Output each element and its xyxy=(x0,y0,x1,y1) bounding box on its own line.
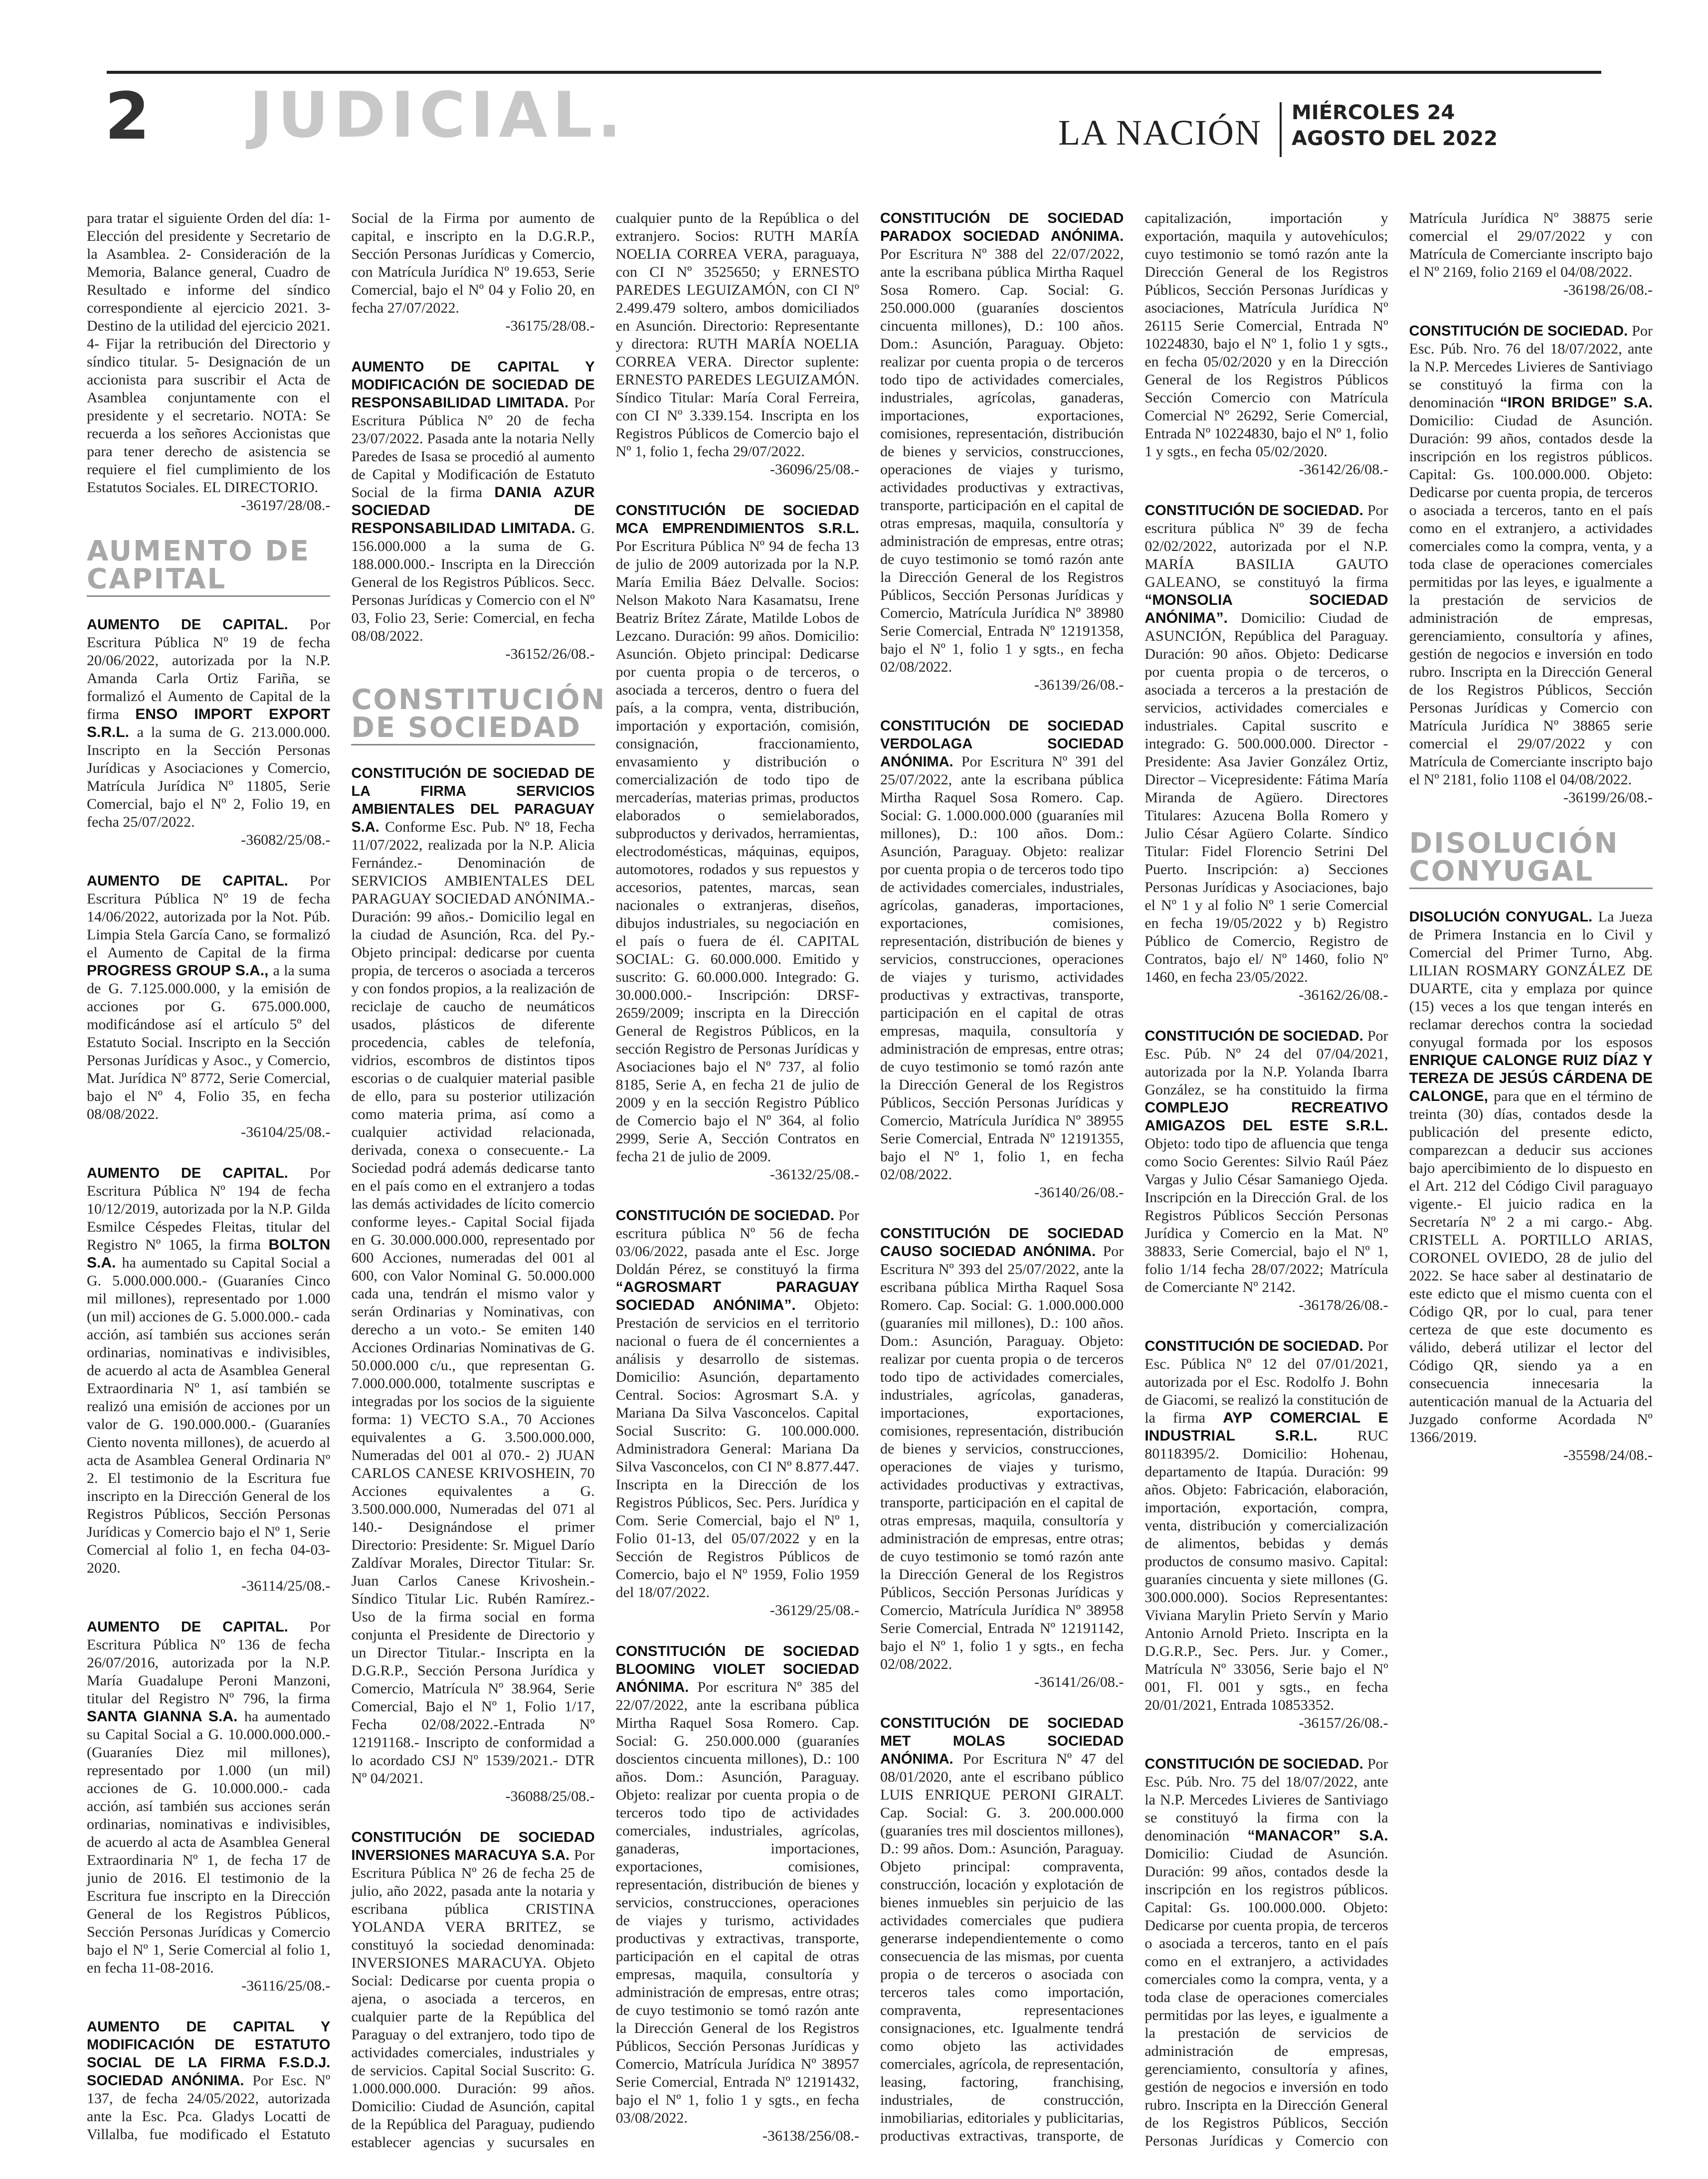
notice xyxy=(87,872,330,1141)
firm-name: PROGRESS GROUP S.A., xyxy=(87,962,273,979)
page-number: 2 xyxy=(105,78,150,154)
notice-title: CONSTITUCIÓN DE SOCIEDAD INVERSIONES MARACUYA S.A. xyxy=(351,1829,595,1863)
notice-code: -36132/25/08.- xyxy=(769,1166,859,1183)
firm-name: COMPLEJO RECREATIVO AMIGAZOS DEL ESTE S.R.L. xyxy=(1144,1099,1388,1134)
notice-title: CONSTITUCIÓN DE SOCIEDAD. xyxy=(1144,1028,1367,1044)
notice-code: -36178/26/08.- xyxy=(1299,1297,1388,1313)
notice xyxy=(351,764,594,1806)
notice xyxy=(87,1618,330,1995)
notice-title: AUMENTO DE CAPITAL Y MODIFICACIÓN DE ESTATUTO SOCIAL DE LA FIRMA F.S.D.J. SOCIEDAD ANÓNIMA. xyxy=(87,2019,331,2089)
notice-body: Por escritura pública Nº 56 de fecha 03/06/2022, pasada ante el Esc. Jorge Doldán Pérez, se constituyó la firma xyxy=(615,1207,859,1277)
notice-title: CONSTITUCIÓN DE SOCIEDAD. xyxy=(1144,503,1367,519)
notice xyxy=(1144,1337,1388,1732)
notice-code: -36116/25/08.- xyxy=(241,1978,331,1994)
classifieds-columns xyxy=(87,209,1653,2154)
notice-title: CONSTITUCIÓN DE SOCIEDAD VERDOLAGA SOCIEDAD ANÓNIMA. xyxy=(880,718,1124,770)
notice xyxy=(880,209,1124,694)
notice-body: Por escritura pública Nº 39 de fecha 02/02/2022, autorizada por el N.P. MARÍA BASILIA GAUTO GALEANO, se constituyó la firma xyxy=(1144,502,1388,590)
notice-body-cont: Domicilio: Ciudad de Asunción. Duración: 99 años, contados desde la inscripción en los registros públicos. Capital: Gs. 100.000.000. Objeto: Dedicarse por cuenta propia, de terceros o asociada a terceros, tanto en el país como en el extranjero, a actividades comerciales como la compra, venta, y a toda clase de operaciones comerciales permitidas por las leyes, e igualmente a la prestación de servicios de administración de empresas, gerenciamiento, consultoría y afines, gestión de negocios e inversión en todo rubro. Inscripta en la Dirección General de los Registros Públicos, Sección Personas Jurídicas y Comercio con Matrícula Jurídica Nº 38875 serie comercial el 29/07/2022 y con Matrícula de Comerciante inscripto bajo el Nº 2169, folio 2169 el 04/08/2022. xyxy=(1144,210,1653,2149)
notice-title: AUMENTO DE CAPITAL. xyxy=(87,873,310,889)
notice-code: -36152/26/08.- xyxy=(505,646,595,662)
firm-name: “IRON BRIDGE” S.A. xyxy=(1500,394,1653,411)
notice-body-cont: RUC 80118395/2. Domicilio: Hohenau, departamento de Itapúa. Duración: 99 años. Objeto: Fabricación, elaboración, importación, exportación, compra, venta, distribución y comercialización de alimentos, bebidas y demás productos de consumo masivo. Capital: guaraníes cincuenta y siete millones (G. 300.000.000). Socios Representantes: Viviana Marylin Prieto Servín y Mario Antonio Arnold Prieto. Inscripta en la D.G.R.P., Sec. Pers. Jur. y Comer., Matrícula Nº 33056, Serie bajo el Nº 001, Fl. 001 y sgts., en fecha 20/01/2021, Entrada 10853352. xyxy=(1144,1428,1388,1713)
issue-date-line1: MIÉRCOLES 24 xyxy=(1292,101,1455,124)
section-heading-constitucion: CONSTITUCIÓN DE SOCIEDAD xyxy=(351,686,594,745)
notice-code: -36139/26/08.- xyxy=(1034,677,1124,693)
notice-body: Por Esc. Nº 137, de fecha 24/05/2022, autorizada ante la Esc. Pca. Gladys Locatti de Villalba, fue modificado el Estatuto Social de la Firma por aumento de capital, e inscripto en la D.G.R.P., Sección Personas Jurídicas y Comercio, con Matrícula Jurídica Nº 19.653, Serie Comercial, bajo el Nº 04 y Folio 20, en fecha 27/07/2022. xyxy=(87,210,595,2143)
notice-body: Por Escritura Nº 47 del 08/01/2020, ante el escribano público LUIS ENRIQUE PERONI GIRALT. Cap. Social: G. 3. 200.000.000 (guaraníes tres mil doscientos millones), D.: 99 años. Dom.: Asunción, Paraguay. Objeto principal: compraventa, construcción, locación y explotación de bienes inmuebles sin perjuicio de las actividades comerciales que pudiera generarse independientemente o como consecuencia de las mismas, por cuenta propia o de terceros o asociada con terceros tales como importación, compraventa, representaciones consignaciones, etc. Igualmente tendrá como objeto las actividades comerciales, agrícola, de representación, leasing, factoring, franchising, industriales, de construcción, inmobiliarias, editoriales y publicitarias, productivas extractivas, transporte, de capitalización, importación y exportación, maquila y autovehículos; cuyo testimonio se tomó razón ante la Dirección General de los Registros Públicos, Sección Personas Jurídicas y asociaciones, Matrícula Jurídica Nº 26115 Serie Comercial, Entrada Nº 10224830, bajo el Nº 1, folio 1 y sgts., en fecha 05/02/2020 y en la Dirección General de los Registros Públicos Sección Comercio con Matrícula Comercial Nº 26292, Serie Comercial, Entrada Nº 10224830, bajo el Nº 1, folio 1 y sgts., en fecha 05/02/2020. xyxy=(880,210,1388,2144)
notice-code: -36096/25/08.- xyxy=(769,461,859,478)
notice-title: AUMENTO DE CAPITAL Y MODIFICACIÓN DE SOCIEDAD DE RESPONSABILIDAD LIMITADA. xyxy=(351,359,595,411)
notice-body-cont: a la suma de G. 7.125.000.000, y la emisión de acciones por G. 675.000.000, modificándose así el artículo 5º del Estatuto Social. Inscripto en la Sección Personas Jurídicas y Asoc., y Comercio, Mat. Jurídica Nº 8772, Serie Comercial, bajo el Nº 4, Folio 35, en fecha 08/08/2022. xyxy=(87,962,331,1122)
notice-body-cont: Objeto: Prestación de servicios en el territorio nacional o fuera de él concernientes a análisis y desarrollo de sistemas. Domicilio: Asunción, departamento Central. Socios: Agrosmart S.A. y Mariana Da Silva Vasconcelos. Capital Social Suscrito: G. 100.000.000. Administradora General: Mariana Da Silva Vasconcelos, con CI Nº 8.877.447. Inscripta en la Dirección de los Registros Públicos, Sec. Pers. Jurídica y Com. Serie Comercial, bajo el Nº 1, Folio 01-13, del 05/07/2022 y en la Sección de Registros Públicos de Comercio, bajo el Nº 1959, Folio 1959 del 18/07/2022. xyxy=(615,1297,859,1601)
notice-body: Por Escritura Pública Nº 94 de fecha 13 de julio de 2009 autorizada por la N.P. María Emilia Báez Delvalle. Socios: Nelson Makoto Nara Kasamatsu, Irene Beatriz Brítez Zárate, Matilde Lobos de Lezcano. Duración: 99 años. Domicilio: Asunción. Objeto principal: Dedicarse por cuenta propia o de terceros, o asociada a terceros, dentro o fuera del país, a la compra, venta, distribución, importación y exportación, comisión, consignación, fraccionamiento, envasamiento y distribución o comercialización de todo tipo de mercaderías, materias primas, productos elaborados o semielaborados, subproductos y derivados, herramientas, electrodomésticas, máquinas, equipos, automotores, rodados y sus repuestos y accesorios, patentes, marcas, sean nacionales o extranjeras, diseños, dibujos industriales, su negociación en el país o fuera de él. CAPITAL SOCIAL: G. 60.000.000. Emitido y suscrito: G. 60.000.000. Integrado: G. 30.000.000.- Inscripción: DRSF-2659/2009; inscripta en la Dirección General de Registros Públicos, en la sección Registro de Personas Jurídicas y Asociaciones bajo el Nº 737, al folio 8185, Serie A, en fecha 21 de julio de 2009 y en la sección Registro Público de Comercio bajo el Nº 364, al folio 2999, Serie A, Sección Contratos en fecha 21 de julio de 2009. xyxy=(615,538,859,1165)
notice-body: Por Esc. Púb. Nº 24 del 07/04/2021, autorizada por la N.P. Yolanda Ibarra González, se ha constituido la firma xyxy=(1144,1028,1388,1098)
notice-body: La Jueza de Primera Instancia en lo Civil y Comercial del Primer Turno, Abg. LILIAN ROSMARY GONZÁLEZ DE DUARTE, cita y emplaza por quince (15) veces a los que tengan interés en reclamar derechos contra la sociedad conyugal formada por los esposos xyxy=(1409,908,1653,1051)
notice-code: -36082/25/08.- xyxy=(241,832,331,848)
notice xyxy=(1144,1027,1388,1314)
notice-title: CONSTITUCIÓN DE SOCIEDAD. xyxy=(615,1208,839,1224)
notice-code: -36198/26/08.- xyxy=(1563,282,1653,298)
notice-title: CONSTITUCIÓN DE SOCIEDAD BLOOMING VIOLET SOCIEDAD ANÓNIMA. xyxy=(615,1643,859,1695)
notice-code: -36142/26/08.- xyxy=(1299,461,1388,478)
notice-code: -36129/25/08.- xyxy=(769,1602,859,1619)
notice-code: -36141/26/08.- xyxy=(1034,1674,1124,1690)
notice-title: AUMENTO DE CAPITAL. xyxy=(87,1165,310,1181)
issue-date-line2: AGOSTO DEL 2022 xyxy=(1292,127,1498,150)
notice-title: CONSTITUCIÓN DE SOCIEDAD. xyxy=(1144,1338,1367,1354)
notice-title: CONSTITUCIÓN DE SOCIEDAD. xyxy=(1409,323,1632,339)
notice-title: CONSTITUCIÓN DE SOCIEDAD. xyxy=(1144,1756,1367,1772)
notice-code: -36199/26/08.- xyxy=(1563,789,1653,806)
notice-title: DISOLUCIÓN CONYUGAL. xyxy=(1409,909,1598,925)
notice-code: -36162/26/08.- xyxy=(1299,987,1388,1003)
notice-code: -36197/28/08.- xyxy=(241,497,331,514)
firm-name: BOLTON S.A. xyxy=(87,1237,331,1271)
notice-body-cont: Objeto: todo tipo de afluencia que tenga como Socio Gerentes: Silvio Raúl Páez Vargas y Julio César Samaniego Ojeda. Inscripción en la Dirección Gral. de los Registros Públicos Sección Personas Jurídica y Comercio en la Mat. Nº 38833, Serie Comercial, bajo el Nº 1, folio 1/14 fecha 28/07/2022; Matrícula de Comerciante Nº 2142. xyxy=(1144,1135,1388,1295)
notice-body: Por Escritura Nº 388 del 22/07/2022, ante la escribana pública Mirtha Raquel Sosa Romero. Cap. Social: G. 250.000.000 (guaraníes doscientos cincuenta millones), D.: 100 años. Dom.: Asunción, Paraguay. Objeto: realizar por cuenta propia o de terceros todo tipo de actividades comerciales, industriales, agrícolas, ganaderas, importaciones, exportaciones, comisiones, representación, distribución de bienes y servicios, construcciones, operaciones de viajes y turismo, actividades productivas y extractivas, transporte, participación en el capital de otras empresas, maquila, consultoría y administración de empresas, entre otras; de cuyo testimonio se tomó razón ante la Dirección General de los Registros Públicos, Sección Personas Jurídicas y Comercio, Matrícula Jurídica Nº 38980 Serie Comercial, Entrada Nº 12191358, bajo el Nº 1, folio 1 y sgts., en fecha 02/08/2022. xyxy=(880,246,1124,675)
notice xyxy=(1409,322,1653,807)
notice-code: -36088/25/08.- xyxy=(505,1788,595,1805)
firm-name: “AGROSMART PARAGUAY SOCIEDAD ANÓNIMA”. xyxy=(615,1279,859,1313)
notice-title: AUMENTO DE CAPITAL. xyxy=(87,1619,310,1635)
notice-title: CONSTITUCIÓN DE SOCIEDAD CAUSO SOCIEDAD ANÓNIMA. xyxy=(880,1226,1124,1260)
section-heading-disolucion: DISOLUCIÓN CONYUGAL xyxy=(1409,830,1653,889)
notice-code: -35598/24/08.- xyxy=(1563,1447,1653,1463)
notice-body: Por Escritura Nº 391 del 25/07/2022, ante la escribana pública Mirtha Raquel Sosa Romero. Cap. Social: G. 1.000.000.000 (guaraníes mil millones), D.: 100 años. Dom.: Asunción, Paraguay. Objeto: realizar por cuenta propia o de terceros todo tipo de actividades comerciales, industriales, agrícolas, ganaderas, importaciones, exportaciones, comisiones, representación, distribución de bienes y servicios, construcciones, operaciones de viajes y turismo, actividades productivas y extractivas, transporte, participación en el capital de otras empresas, maquila, consultoría y administración de empresas, entre otras; de cuyo testimonio se tomó razón ante la Dirección General de los Registros Públicos, Sección Personas Jurídicas y Comercio, Matrícula Jurídica Nº 38955 Serie Comercial, Entrada Nº 12191355, bajo el Nº 1, folio 1, en fecha 02/08/2022. xyxy=(880,753,1124,1183)
notice-body: Por Escritura Pública Nº 194 de fecha 10/12/2019, autorizada por la N.P. Gilda Esmilce Céspedes Fleitas, titular del Registro Nº 1065, la firma xyxy=(87,1165,331,1253)
notice xyxy=(616,502,859,1184)
notice-body: Conforme Esc. Pub. Nº 18, Fecha 11/07/2022, realizada por la N.P. Alicia Fernández.- Denominación de SERVICIOS AMBIENTALES DEL PARAGUAY SOCIEDAD ANÓNIMA.- Duración: 99 años.- Domicilio legal en la ciudad de Asunción, Rca. del Py.- Objeto principal: dedicarse por cuenta propia, de terceros o asociada a terceros y con fondos propios, a la realización de reciclaje de caucho de neumáticos usados, plásticos de diferente procedencia, cables de telefonía, vidrios, escombros de distintos tipos escorias o de cualquier material pasible de ello, para su posterior utilización como materia prima, así como a cualquier actividad relacionada, derivada, conexa o consecuente.- La Sociedad podrá además dedicarse tanto en el país como en el extranjero a todas las demás actividades de lícito comercio conforme leyes.- Capital Social fijada en G. 30.000.000.000, representado por 600 Acciones, numeradas del 001 al 600, con Valor Nominal G. 50.000.000 cada una, tendrán el mismo valor y serán Ordinarias y Nominativas, con derecho a un voto.- Se emiten 140 Acciones Ordinarias Nominativas de G. 50.000.000 c/u., que representan G. 7.000.000.000, totalmente suscriptas e integradas por los socios de la siguiente forma: 1) VECTO S.A., 70 Acciones equivalentes a G. 3.500.000.000, Numeradas del 001 al 070.- 2) JUAN CARLOS CANESE KRIVOSHEIN, 70 Acciones equivalentes a G. 3.500.000.000, Numeradas del 071 al 140.- Designándose el primer Directorio: Presidente: Sr. Miguel Darío Zaldívar Morales, Director Titular: Sr. Juan Carlos Canese Krivoshein.- Síndico Titular Lic. Rubén Ramírez.- Uso de la firma social en forma conjunta el Presidente de Directorio y un Director Titular.- Inscripta en la D.G.R.P., Sección Persona Jurídica y Comercio, Matrícula Nº 38.964, Serie Comercial, Bajo el Nº 1, Folio 1/17, Fecha 02/08/2022.-Entrada Nº 12191168.- Inscripto de conformidad a lo acordado CSJ Nº 1539/2021.- DTR Nº 04/2021. xyxy=(351,819,595,1787)
issue-date xyxy=(1292,100,1498,152)
notice-title: CONSTITUCIÓN DE SOCIEDAD DE LA FIRMA SERVICIOS AMBIENTALES DEL PARAGUAY S.A. xyxy=(351,765,595,835)
notice-title: CONSTITUCIÓN DE SOCIEDAD PARADOX SOCIEDAD ANÓNIMA. xyxy=(880,210,1124,244)
notice xyxy=(1144,502,1388,1004)
notice-body: Por Escritura Pública Nº 19 de fecha 20/06/2022, autorizada por la N.P. Amanda Carla Ortiz Fariña, se formalizó el Aumento de Capital de la firma xyxy=(87,616,331,723)
firm-name: “MANACOR” S.A. xyxy=(1247,1827,1388,1844)
notice-title: AUMENTO DE CAPITAL. xyxy=(87,617,310,633)
notice-code: -36140/26/08.- xyxy=(1034,1184,1124,1201)
notice-body: Por Esc. Púb. Nro. 76 del 18/07/2022, ante la N.P. Mercedes Livieres de Santiviago se constituyó la firma con la denominación xyxy=(1409,323,1653,411)
firm-name: DANIA AZUR SOCIEDAD DE RESPONSABILIDAD LIMITADA. xyxy=(351,484,595,537)
notice-body: Por escritura Nº 385 del 22/07/2022, ante la escribana pública Mirtha Raquel Sosa Romero. Cap. Social: G. 250.000.000 (guaraníes doscientos cincuenta millones), D.: 100 años. Dom.: Asunción, Paraguay. Objeto: realizar por cuenta propia o de terceros todo tipo de actividades comerciales, industriales, agrícolas, ganaderas, importaciones, exportaciones, comisiones, representación, distribución de bienes y servicios, construcciones, operaciones de viajes y turismo, actividades productivas y extractivas, transporte, participación en el capital de otras empresas, maquila, consultoría y administración de empresas, entre otras; de cuyo testimonio se tomó razón ante la Dirección General de los Registros Públicos, Sección Personas Jurídicas y Comercio, Matrícula Jurídica Nº 38957 Serie Comercial, Entrada Nº 12191432, bajo el Nº 1, folio 1 y sgts., en fecha 03/08/2022. xyxy=(615,1679,859,2126)
notice-body: Por Escritura Pública Nº 20 de fecha 23/07/2022. Pasada ante la notaria Nelly Paredes de Isasa se procedió al aumento de Capital y Modificación de Estatuto Social de la firma xyxy=(351,394,595,501)
header-rule xyxy=(107,71,1601,74)
firm-name: ENSO IMPORT EXPORT S.R.L. xyxy=(87,706,331,740)
notice-code: -36157/26/08.- xyxy=(1299,1715,1388,1731)
notice-body-cont: a la suma de G. 213.000.000. Inscripto en la Sección Personas Jurídicas y Asociaciones y Comercio, Matrícula Jurídica Nº 11805, Serie Comercial, bajo el Nº 2, Folio 19, en fecha 25/07/2022. xyxy=(87,724,331,830)
firm-name: “MONSOLIA SOCIEDAD ANÓNIMA”. xyxy=(1144,592,1388,626)
notice xyxy=(880,1225,1124,1691)
firm-name: ENRIQUE CALONGE RUIZ DÍAZ Y TEREZA DE JESÚS CÁRDENA DE CALONGE, xyxy=(1409,1052,1653,1104)
notice xyxy=(87,616,330,849)
notice-title: CONSTITUCIÓN DE SOCIEDAD MET MOLAS SOCIEDAD ANÓNIMA. xyxy=(880,1715,1124,1767)
notice-body: Por Esc. Púb. Nro. 75 del 18/07/2022, ante la N.P. Mercedes Livieres de Santiviago se constituyó la firma con la denominación xyxy=(1144,1756,1388,1844)
notice xyxy=(87,1164,330,1595)
notice-body: Por Escritura Pública Nº 26 de fecha 25 de julio, año 2022, pasada ante la notaria y escribana pública CRISTINA YOLANDA VERA BRITEZ, se constituyó la sociedad denominada: INVERSIONES MARACUYA. Objeto Social: Dedicarse por cuenta propia o ajena, o asociada a terceros, en cualquier parte de la República del Paraguay o del extranjero, todo tipo de actividades comerciales, industriales y de servicios. Capital Social Suscrito: G. 1.000.000.000. Duración: 99 años. Domicilio: Ciudad de Asunción, capital de la República del Paraguay, pudiendo establecer agencias y sucursales en cualquier punto de la República o del extranjero. Socios: RUTH MARÍA NOELIA CORREA VERA, paraguaya, con CI Nº 3525650; y ERNESTO PAREDES LEGUIZAMÓN, con CI Nº 2.499.479 soltero, ambos domiciliados en Asunción. Directorio: Representante y directora: RUTH MARÍA NOELIA CORREA VERA. Director suplente: ERNESTO PAREDES LEGUIZAMÓN. Síndico Titular: María Coral Ferreira, con CI Nº 3.339.154. Inscripta en los Registros Públicos de Comercio bajo el Nº 1, folio 1, fecha 29/07/2022. xyxy=(351,210,859,2151)
notice-body-cont: G. 156.000.000 a la suma de G. 188.000.000.- Inscripta en la Dirección General de los Registros Públicos. Secc. Personas Jurídicas y Comercio con el Nº 03, Folio 23, Serie: Comercial, en fecha 08/08/2022. xyxy=(351,520,595,644)
firm-name: AYP COMERCIAL E INDUSTRIAL S.R.L. xyxy=(1144,1410,1388,1444)
notice-body: Por Escritura Nº 393 del 25/07/2022, ante la escribana pública Mirtha Raquel Sosa Romero. Cap. Social: G. 1.000.000.000 (guaraníes mil millones), D.: 100 años. Dom.: Asunción, Paraguay. Objeto: realizar por cuenta propia o de terceros todo tipo de actividades comerciales, industriales, agrícolas, ganaderas, importaciones, exportaciones, comisiones, representación, distribución de bienes y servicios, construcciones, operaciones de viajes y turismo, actividades productivas y extractivas, transporte, participación en el capital de otras empresas, maquila, consultoría y administración de empresas, entre otras; de cuyo testimonio se tomó razón ante la Dirección General de los Registros Públicos, Sección Personas Jurídicas y Comercio, Matrícula Jurídica Nº 38958 Serie Comercial, Entrada Nº 12191142, bajo el Nº 1, folio 1 y sgts., en fecha 02/08/2022. xyxy=(880,1243,1124,1672)
notice-body-cont: Domicilio: Ciudad de Asunción. Duración: 99 años, contados desde la inscripción en los registros públicos. Capital: Gs. 100.000.000. Objeto: Dedicarse por cuenta propia, de terceros o asociada a terceros, tanto en el país como en el extranjero, a actividades comerciales como la compra, venta, y a toda clase de operaciones comerciales permitidas por las leyes, e igualmente a la prestación de servicios de administración de empresas, gerenciamiento, consultoría y afines, gestión de negocios e inversión en todo rubro. Inscripta en la Dirección General de los Registros Públicos, Sección Personas Jurídicas y Comercio con Matrícula Jurídica Nº 38865 serie comercial el 29/07/2022 y con Matrícula de Comerciante inscripto bajo el Nº 2181, folio 1108 el 04/08/2022. xyxy=(1409,412,1653,788)
notice-body-cont: ha aumentado su Capital Social a G. 5.000.000.000.- (Guaraníes Cinco mil millones), representado por 1.000 (un mil) acciones de G. 5.000.000.- cada acción, así también sus acciones serán ordinarias, nominativas e indivisibles, de acuerdo al acta de Asamblea General Extraordinaria Nº 1, así también se realizó una emisión de acciones por un valor de G. 190.000.000.- (Guaraníes Ciento noventa millones), de acuerdo al acta de Asamblea General Ordinaria Nº 2. El testimonio de la Escritura fue inscripto en la Dirección General de los Registros Públicos, Sección Personas Jurídicas y Comercio bajo el Nº 1, Serie Comercial al folio 1, en fecha 04-03-2020. xyxy=(87,1255,331,1576)
notice-body: para tratar el siguiente Orden del día: 1- Elección del presidente y Secretario de la Asamblea. 2- Consideración de la Memoria, Balance general, Cuadro de Resultado e informe del síndico correspondiente al ejercicio 2021. 3- Destino de la utilidad del ejercicio 2021. 4- Fijar la retribución del Directorio y síndico titular. 5- Designación de un accionista para suscribir el Acta de Asamblea conjuntamente con el presidente y el secretario. NOTA: Se recuerda a los señores Accionistas que para tener derecho de asistencia se requiere el fiel cumplimiento de los Estatutos Sociales. EL DIRECTORIO. xyxy=(87,210,331,496)
section-heading-aumento: AUMENTO DE CAPITAL xyxy=(87,538,330,597)
notice-body: Por Esc. Pública Nº 12 del 07/01/2021, autorizada por el Esc. Rodolfo J. Bohn de Giacomi, se realizó la constitución de la firma xyxy=(1144,1338,1388,1426)
notice-continuation xyxy=(87,209,330,515)
notice-body-cont: para que en el término de treinta (30) días, contados desde la publicación del presente edicto, comparezcan a deducir sus acciones bajo apercibimiento de lo dispuesto en el Art. 212 del Código Civil paraguayo vigente.- El juicio radica en la Secretaría Nº 2 a mi cargo.- Abg. CRISTELL A. PORTILLO ARIAS, CORONEL OVIEDO, 28 de julio del 2022. Se hace saber al destinatario de este edicto que el mismo cuenta con el Código QR, por lo cual, para tener certeza de que este documento es válido, deberá utilizar el lector del Código QR, siendo ya a en consecuencia innecesaria la autenticación manual de la Actuaria del Juzgado conforme Acordada Nº 1366/2019. xyxy=(1409,1088,1653,1446)
header-divider xyxy=(1280,102,1282,157)
notice-code: -36114/25/08.- xyxy=(241,1578,331,1594)
notice xyxy=(351,358,594,663)
notice-code: -36104/25/08.- xyxy=(241,1124,331,1140)
notice-body: Por Escritura Pública Nº 136 de fecha 26/07/2016, autorizada por la N.P. María Guadalupe Peroni Manzoni, titular del Registro Nº 796, la firma xyxy=(87,1619,331,1707)
notice xyxy=(880,717,1124,1202)
notice xyxy=(616,1207,859,1620)
firm-name: SANTA GIANNA S.A. xyxy=(87,1708,244,1725)
notice-body: Por Escritura Pública Nº 19 de fecha 14/06/2022, autorizada por la Not. Púb. Limpia Stela García Cano, se formalizó el Aumento de Capital de la firma xyxy=(87,873,331,961)
notice-body-cont: ha aumentado su Capital Social a G. 10.000.000.000.- (Guaraníes Diez mil millones), representado por 1.000 (un mil) acciones de G. 10.000.000.- cada acción, así también sus acciones serán ordinarias, nominativas e indivisibles, de acuerdo al acta de Asamblea General Extraordinaria Nº 1, de fecha 17 de junio de 2016. El testimonio de la Escritura fue inscripto en la Dirección General de los Registros Públicos, Sección Personas Jurídicas y Comercio bajo el Nº 1, Serie Comercial al folio 1, en fecha 11-08-2016. xyxy=(87,1708,331,1976)
notice-code: -36138/256/08.- xyxy=(762,2128,859,2144)
section-title: JUDICIAL. xyxy=(249,78,626,152)
notice-body-cont: Domicilio: Ciudad de ASUNCIÓN, República del Paraguay. Duración: 90 años. Objeto: Dedicarse por cuenta propia o de terceros, o asociada a terceros a la prestación de servicios, actividades comerciales e industriales. Capital suscrito e integrado: G. 500.000.000. Director - Presidente: Asa Javier González Ortiz, Director – Vicepresidente: Fátima María Miranda de Agüero. Directores Titulares: Azucena Bolla Romero y Julio César Agüero Colarte. Síndico Titular: Fidel Florencio Setrini Del Puerto. Inscripción: a) Secciones Personas Jurídicas y Asociaciones, bajo el Nº 1 y al folio Nº 1 serie Comercial en fecha 19/05/2022 y b) Registro Público de Comercio, Registro de Contratos, bajo el/ Nº 1460, folio Nº 1460, en fecha 23/05/2022. xyxy=(1144,610,1388,985)
publication-logo: LA NACIÓN xyxy=(1058,113,1262,153)
notice xyxy=(616,1642,859,2145)
notice-code: -36175/28/08.- xyxy=(505,318,595,334)
notice xyxy=(1409,908,1653,1464)
notice-title: CONSTITUCIÓN DE SOCIEDAD MCA EMPRENDIMIENTOS S.R.L. xyxy=(615,503,859,537)
